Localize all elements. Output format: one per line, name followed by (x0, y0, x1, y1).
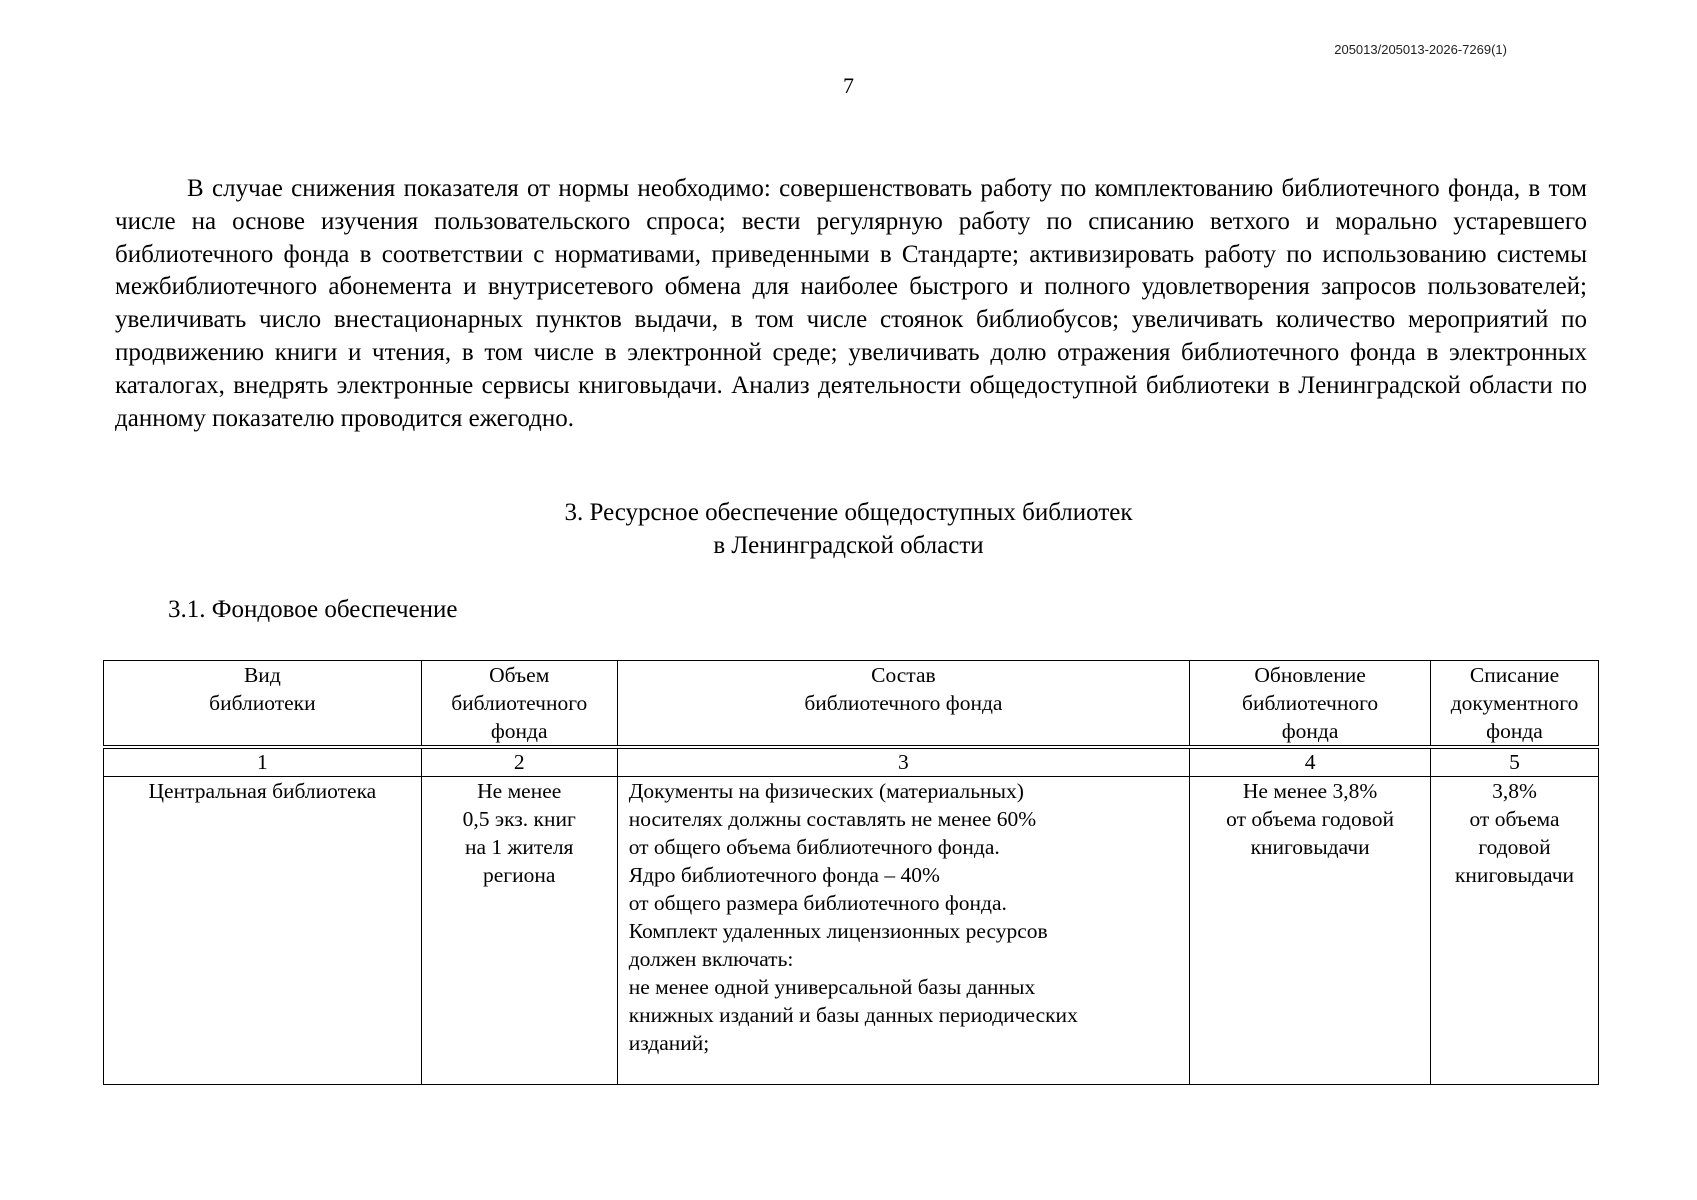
column-number: 1 (104, 747, 422, 777)
cell-line: книжных изданий и базы данных периодических (628, 1003, 1078, 1027)
cell-line: Не менее 3,8% (1242, 779, 1378, 803)
column-number: 2 (421, 747, 617, 777)
header-cell-writeoff (1431, 661, 1599, 748)
table-header-row (104, 661, 1599, 748)
body-paragraph: В случае снижения показателя от нормы необходимо: совершенствовать работу по комплектованию библиотечного фонда, в том числе на основе изучения пользовательского спроса; вести регулярную работу по списанию ветхого и морально устаревшего библиотечного фонда в соответствии с нормативами, приведенными в Стандарте; активизировать работу по использованию системы межбиблиотечного абонемента и внутрисетевого обмена для наиболее быстрого и полного удовлетворения запросов пользователей; увеличивать число внестационарных пунктов выдачи, в том числе стоянок библиобусов; увеличивать количество мероприятий по продвижению книги и чтения, в том числе в электронной среде; увеличивать долю отражения библиотечного фонда в электронных каталогах, внедрять электронные сервисы книговыдачи. Анализ деятельности общедоступной библиотеки в Ленинградской области по данному показателю проводится ежегодно. (115, 175, 1587, 432)
header-line: библиотечного (1242, 691, 1379, 715)
header-line: фонда (490, 719, 548, 743)
header-line: библиотечного фонда (804, 691, 1003, 715)
cell-line: от общего объема библиотечного фонда. (628, 835, 1000, 859)
cell-line: от объема годовой (1226, 807, 1394, 831)
cell-line: книговыдачи (1250, 835, 1370, 859)
section-title-line: в Ленинградской области (713, 532, 984, 559)
header-line: документного (1450, 691, 1579, 715)
cell-line: от общего размера библиотечного фонда. (628, 891, 1007, 915)
header-line: библиотеки (209, 691, 316, 715)
header-line: библиотечного (451, 691, 588, 715)
section-title-line: 3. Ресурсное обеспечение общедоступных библиотек (564, 499, 1133, 526)
header-line: Обновление (1254, 663, 1366, 687)
table-row (104, 777, 1599, 1085)
cell-renewal (1190, 777, 1431, 1085)
section-title (0, 496, 1697, 562)
cell-line: 0,5 экз. книг (462, 807, 576, 831)
header-line: фонда (1281, 719, 1339, 743)
cell-line: носителях должны составлять не менее 60% (628, 807, 1037, 831)
column-number-row (104, 747, 1599, 777)
column-number: 5 (1431, 747, 1599, 777)
cell-line: Не менее (477, 779, 562, 803)
cell-line: региона (483, 863, 556, 887)
cell-line: Документы на физических (материальных) (628, 779, 1024, 803)
cell-line: 3,8% (1492, 779, 1537, 803)
header-line: Списание (1469, 663, 1560, 687)
cell-writeoff (1431, 777, 1599, 1085)
cell-line: Ядро библиотечного фонда – 40% (628, 863, 940, 887)
cell-line: книговыдачи (1454, 863, 1575, 887)
cell-composition (617, 777, 1189, 1085)
cell-library-type (104, 777, 422, 1085)
subsection-title: 3.1. Фондовое обеспечение (168, 596, 458, 623)
cell-volume (421, 777, 617, 1085)
cell-line: изданий; (628, 1031, 710, 1055)
page-number: 7 (843, 73, 854, 98)
fund-table (103, 660, 1599, 1085)
cell-line: на 1 жителя (464, 835, 574, 859)
header-cell-renewal (1190, 661, 1431, 748)
header-line: Состав (871, 663, 936, 687)
cell-line: от объема (1469, 807, 1560, 831)
document-code: 205013/205013-2026-7269(1) (1334, 42, 1507, 57)
cell-line: не менее одной универсальной базы данных (628, 975, 1036, 999)
header-line: Объем (489, 663, 550, 687)
header-line: фонда (1486, 719, 1543, 743)
header-cell-library-type (104, 661, 422, 748)
cell-line: Центральная библиотека (148, 779, 377, 803)
column-number: 4 (1190, 747, 1431, 777)
cell-line: Комплект удаленных лицензионных ресурсов (628, 919, 1048, 943)
cell-line: должен включать: (628, 947, 794, 971)
header-cell-composition (617, 661, 1189, 748)
header-cell-volume (421, 661, 617, 748)
column-number: 3 (617, 747, 1189, 777)
header-line: Вид (243, 663, 281, 687)
cell-line: годовой (1478, 835, 1551, 859)
